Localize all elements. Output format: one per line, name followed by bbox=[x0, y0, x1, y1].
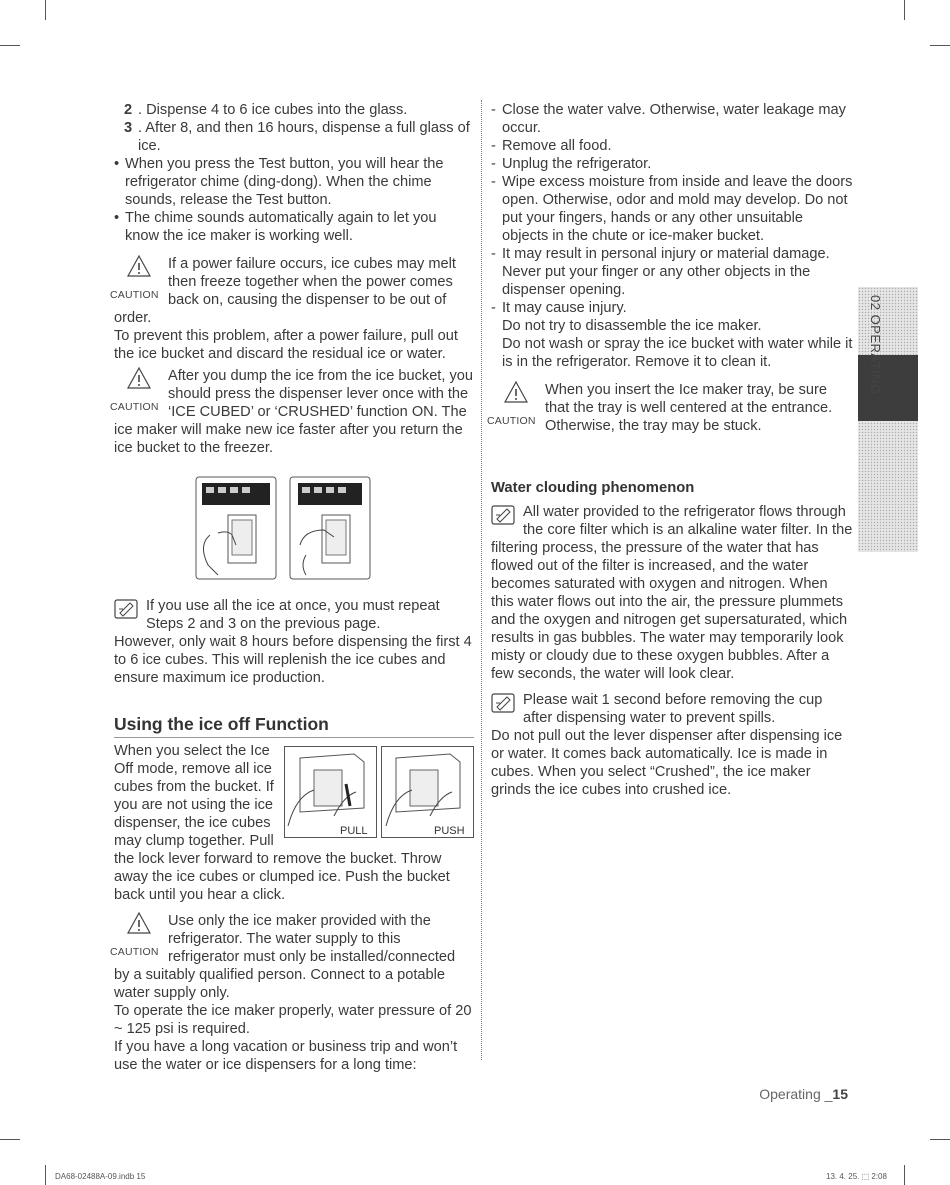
dash-item: - Wipe excess moisture from inside and leave the doors open. Otherwise, odor and mold may develop. Do not put your fingers, hands or any other unsuitable objects in the chute or ice-maker bucket. bbox=[491, 174, 853, 244]
crop-mark bbox=[0, 1139, 20, 1140]
caution-text: If a power failure occurs, ice cubes may melt then freeze together when the power comes back on, causing the dispenser to be out of order. bbox=[114, 256, 456, 326]
left-column bbox=[110, 101, 474, 1074]
caution-block bbox=[110, 367, 474, 457]
sub-title: Water clouding phenomenon bbox=[491, 480, 695, 496]
dash-item: - Unplug the refrigerator. bbox=[491, 155, 853, 173]
note-block bbox=[491, 691, 853, 727]
dash-item: - Close the water valve. Otherwise, water leakage may occur. bbox=[491, 101, 853, 137]
dash-item: - It may result in personal injury or material damage. Never put your finger or any other objects in the dispenser opening. bbox=[491, 245, 853, 299]
bullet-item: • The chime sounds automatically again to let you know the ice maker is working well. bbox=[114, 209, 474, 245]
dash-text: Close the water valve. Otherwise, water leakage may occur. bbox=[502, 102, 846, 136]
dispenser-illustration bbox=[188, 475, 378, 587]
step-text: . After 8, and then 16 hours, dispense a full glass of ice. bbox=[138, 120, 470, 154]
ice-bucket-illustration bbox=[284, 746, 474, 838]
footer-section: Operating _ bbox=[759, 1086, 833, 1102]
step-number: 3 bbox=[124, 120, 133, 136]
step-text: . Dispense 4 to 6 ice cubes into the glass. bbox=[138, 102, 408, 118]
caution-block bbox=[487, 381, 853, 435]
numbered-steps bbox=[114, 101, 474, 155]
dash-subtext: Do not wash or spray the ice bucket with water while it is in the refrigerator. Remove it to clean it. bbox=[502, 336, 853, 370]
push-label: PUSH bbox=[434, 825, 465, 837]
caution-label: CAUTION bbox=[110, 946, 159, 958]
paragraph: Do not pull out the lever dispenser after dispensing ice or water. It comes back automatically. Ice is made in cubes. When you select “Crushed”, the ice maker grinds the ice cubes into crushed ice. bbox=[491, 728, 843, 798]
step-item bbox=[124, 101, 474, 119]
print-info-left: DA68-02488A-09.indb 15 bbox=[55, 1172, 146, 1181]
dash-subtext: Do not try to disassemble the ice maker. bbox=[502, 318, 762, 334]
caution-text: After you dump the ice from the ice bucket, you should press the dispenser lever once with the ‘ICE CUBED’ or ‘CRUSHED’ function ON. The ice maker will make new ice faster after you return the ice bucket to the freezer. bbox=[114, 368, 474, 456]
column-divider bbox=[481, 100, 482, 1060]
paragraph: If you have a long vacation or business trip and won’t use the water or ice dispensers for a long time: bbox=[114, 1039, 458, 1073]
right-column bbox=[487, 101, 853, 799]
section-title: Using the ice off Function bbox=[114, 713, 474, 738]
crop-mark bbox=[0, 45, 20, 46]
dash-text: Wipe excess moisture from inside and leave the doors open. Otherwise, odor and mold may develop. Do not put your fingers, hands or any other unsuitable objects in the chute or ice-maker bucket. bbox=[502, 174, 853, 244]
caution-label: CAUTION bbox=[110, 401, 159, 413]
bullet-text: The chime sounds automatically again to let you know the ice maker is working well. bbox=[125, 210, 437, 244]
dash-text: Unplug the refrigerator. bbox=[502, 156, 652, 172]
note-block bbox=[491, 503, 853, 683]
page-number: 15 bbox=[832, 1086, 848, 1102]
note-block bbox=[114, 597, 474, 633]
side-tab-label: 02 OPERATING bbox=[868, 295, 883, 395]
step-number: 2 bbox=[124, 102, 133, 118]
caution-label: CAUTION bbox=[110, 289, 159, 301]
caution-icon bbox=[487, 381, 545, 427]
crop-mark bbox=[904, 0, 905, 20]
dash-item: - It may cause injury. bbox=[491, 299, 853, 317]
dash-text: It may result in personal injury or material damage. Never put your finger or any other objects in the dispenser opening. bbox=[502, 246, 830, 298]
note-icon bbox=[491, 503, 523, 529]
caution-label: CAUTION bbox=[487, 415, 536, 427]
paragraph: However, only wait 8 hours before dispensing the first 4 to 6 ice cubes. This will replenish the ice cubes and ensure maximum ice production. bbox=[114, 634, 472, 686]
crop-mark bbox=[930, 45, 950, 46]
caution-block bbox=[110, 255, 474, 327]
caution-text: When you insert the Ice maker tray, be sure that the tray is well centered at the entrance. Otherwise, the tray may be stuck. bbox=[545, 382, 833, 434]
dash-item: - Remove all food. bbox=[491, 137, 853, 155]
bullet-item: • When you press the Test button, you will hear the refrigerator chime (ding-dong). When the chime sounds, release the Test button. bbox=[114, 155, 474, 209]
caution-icon bbox=[110, 912, 168, 958]
paragraph: To prevent this problem, after a power failure, pull out the ice bucket and discard the residual ice or water. bbox=[114, 328, 458, 362]
caution-icon bbox=[110, 255, 168, 301]
ice-off-text: When you select the Ice Off mode, remove all ice cubes from the bucket. If you are not using the ice dispenser, the ice cubes may clump together. Pull the lock lever forward to remove the bucket. Throw away the ice cubes or clumped ice. Push the bucket back until you hear a click. bbox=[114, 743, 450, 903]
note-icon bbox=[114, 597, 146, 623]
bullet-text: When you press the Test button, you will hear the refrigerator chime (ding-dong). When the chime sounds, release the Test button. bbox=[125, 156, 444, 208]
print-info-right: 13. 4. 25. ⬚ 2:08 bbox=[826, 1172, 887, 1181]
caution-text: Use only the ice maker provided with the refrigerator. The water supply to this refrigerator must only be installed/connected by a suitably qualified person. Connect to a potable water supply only. bbox=[114, 913, 456, 1001]
crop-mark bbox=[45, 0, 46, 20]
ice-off-block bbox=[114, 742, 474, 904]
crop-mark bbox=[45, 1165, 46, 1185]
step-item bbox=[124, 119, 474, 155]
caution-icon bbox=[110, 367, 168, 413]
pull-label: PULL bbox=[340, 825, 368, 837]
note-text: Please wait 1 second before removing the cup after dispensing water to prevent spills. bbox=[523, 692, 823, 726]
crop-mark bbox=[930, 1139, 950, 1140]
caution-block bbox=[110, 912, 474, 1002]
note-text: If you use all the ice at once, you must repeat Steps 2 and 3 on the previous page. bbox=[146, 598, 440, 632]
note-icon bbox=[491, 691, 523, 717]
page-footer bbox=[759, 1085, 848, 1103]
dash-text: It may cause injury. bbox=[502, 300, 627, 316]
paragraph: To operate the ice maker properly, water pressure of 20 ~ 125 psi is required. bbox=[114, 1003, 472, 1037]
dash-text: Remove all food. bbox=[502, 138, 612, 154]
note-text: All water provided to the refrigerator flows through the core filter which is an alkaline water filter. In the filtering process, the pressure of the water that has flowed out of the filter is increased, and the water becomes saturated with oxygen and nitrogen. When this water flows out into the air, the pressure plummets and the oxygen and nitrogen get supersaturated, which results in gas bubbles. The water may temporarily look misty or cloudy due to these oxygen bubbles. After a few seconds, the water will look clear. bbox=[491, 504, 853, 682]
crop-mark bbox=[904, 1165, 905, 1185]
